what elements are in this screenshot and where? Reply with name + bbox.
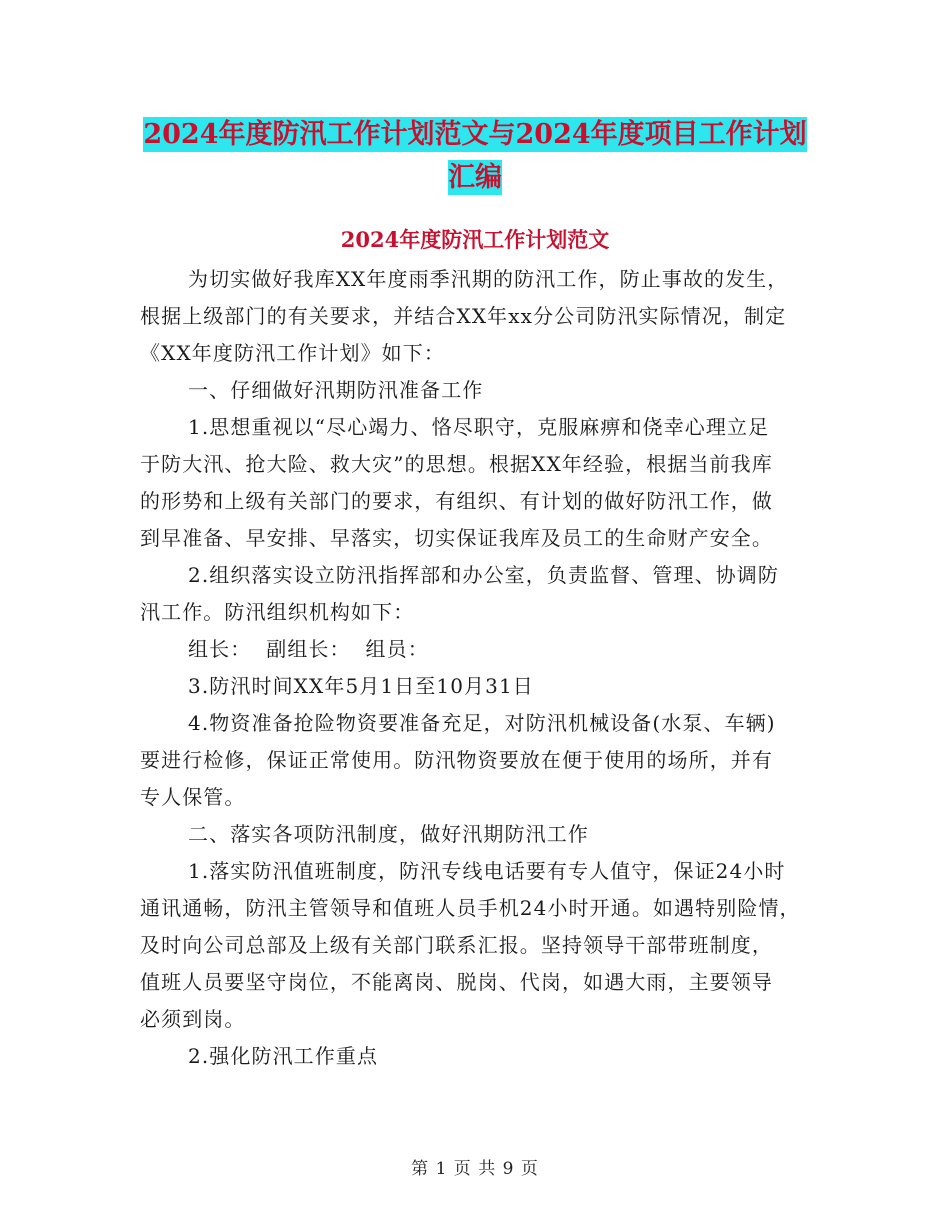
page-footer: 第 1 页 共 9 页	[411, 1159, 539, 1179]
document-title-line-2	[0, 155, 950, 194]
section-title: 2024年度防汛工作计划范文	[340, 227, 610, 252]
paragraph-line: 必须到岗。	[140, 1007, 246, 1031]
paragraph-line: 专人保管。	[140, 785, 246, 809]
paragraph-line: 为切实做好我库XX年度雨季汛期的防汛工作，防止事故的发生，	[188, 267, 789, 291]
heading-line: 二、落实各项防汛制度，做好汛期防汛工作	[188, 822, 589, 846]
paragraph-line: 到早准备、早安排、早落实，切实保证我库及员工的生命财产安全。	[140, 526, 773, 550]
paragraph-line: 1.思想重视以“尽心竭力、恪尽职守，克服麻痹和侥幸心理立足	[188, 415, 770, 439]
paragraph-line: 《XX年度防汛工作计划》如下：	[140, 341, 445, 365]
paragraph-line: 通讯通畅，防汛主管领导和值班人员手机24小时开通。如遇特别险情，	[140, 896, 801, 920]
paragraph-line: 的形势和上级有关部门的要求，有组织、有计划的做好防汛工作，做	[140, 489, 773, 513]
paragraph-line: 及时向公司总部及上级有关部门联系汇报。坚持领导干部带班制度，	[140, 933, 773, 957]
paragraph-line: 根据上级部门的有关要求，并结合XX年xx分公司防汛实际情况，制定	[140, 304, 787, 328]
title-highlight-1: 2024年度防汛工作计划范文与2024年度项目工作计划	[143, 119, 807, 150]
paragraph-line: 要进行检修，保证正常使用。防汛物资要放在便于使用的场所，并有	[140, 748, 773, 772]
paragraph-line: 3.防汛时间XX年5月1日至10月31日	[188, 674, 534, 698]
document-title-line-1	[0, 112, 950, 151]
paragraph-line: 组长： 副组长： 组员：	[188, 637, 429, 661]
paragraph-line: 汛工作。防汛组织机构如下：	[140, 600, 415, 624]
paragraph-line: 于防大汛、抢大险、救大灾”的思想。根据XX年经验，根据当前我库	[140, 452, 773, 476]
title-highlight-2: 汇编	[448, 162, 502, 193]
paragraph-line: 4.物资准备抢险物资要准备充足，对防汛机械设备(水泵、车辆)	[188, 711, 776, 735]
paragraph-line: 2.强化防汛工作重点	[188, 1044, 379, 1068]
paragraph-line: 值班人员要坚守岗位，不能离岗、脱岗、代岗，如遇大雨，主要领导	[140, 970, 773, 994]
heading-line: 一、仔细做好汛期防汛准备工作	[188, 378, 484, 402]
paragraph-line: 1.落实防汛值班制度，防汛专线电话要有专人值守，保证24小时	[188, 859, 786, 883]
paragraph-line: 2.组织落实设立防汛指挥部和办公室，负责监督、管理、协调防	[188, 563, 779, 587]
